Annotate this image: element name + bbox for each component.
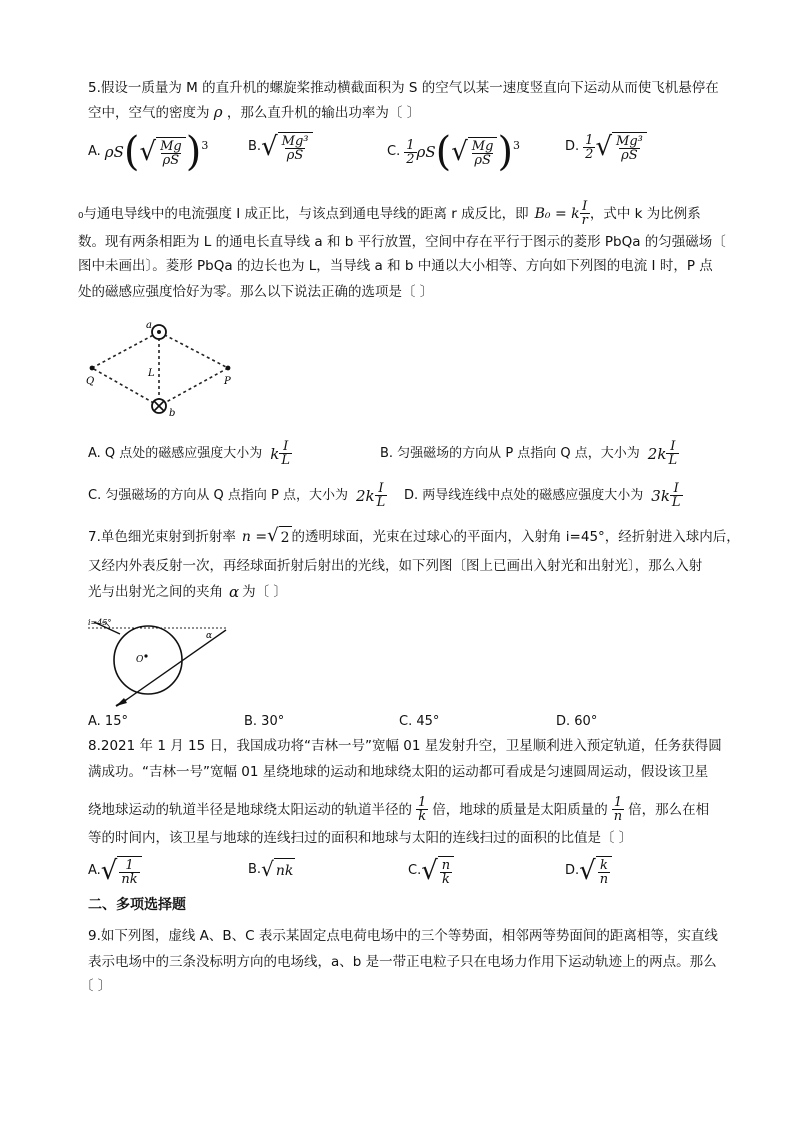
q8-line3: 绕地球运动的轨道半径是地球绕太阳运动的轨道半径的 $\frac{1}{k}$ 倍，地球的质量是太阳质量的 $\frac{1}{n}$ 倍，那么在相 (88, 795, 710, 824)
label-q: Q (86, 376, 95, 387)
q5-line2: 空中，空气的密度为 ρ ，那么直升机的输出功率为〔 〕 (88, 103, 421, 121)
q9-line2: 表示电场中的三条没标明方向的电场线，a、b 是一带正电粒子只在电场力作用下运动轨迹上的两点。那么 (88, 954, 717, 970)
q5-option-a[interactable]: A. ρS ( √ $\frac{Mg}{\rho S}$ ) 3 (88, 129, 209, 175)
rhombus-diagram (80, 318, 250, 420)
point-q (90, 366, 95, 371)
q6-option-d[interactable]: D. 两导线连线中点处的磁感应强度大小为 3k $\frac{I}{L}$ (404, 481, 681, 510)
q7-option-b[interactable]: B. 30° (244, 714, 285, 729)
q6-line1: ₀与通电导线中的电流强度 I 成正比，与该点到通电导线的距离 r 成反比，即 B₀ = k $\frac{I}{r}$ ，式中 k 为比例系 (78, 199, 701, 228)
angle-i-label: i=45° (88, 618, 112, 627)
q8-line2: 满成功。“吉林一号”宽幅 01 星绕地球的运动和地球绕太阳的运动都可看成是匀速圆周运动，假设该卫星 (88, 764, 709, 780)
section-heading: 二、多项选择题 (88, 897, 186, 913)
q7-line2: 又经内外表反射一次，再经球面折射后射出的光线，如下列图〔图上已画出入射光和出射光〕，那么入射 (88, 558, 703, 574)
q6-line2: 数。现有两条相距为 L 的通电长直导线 a 和 b 平行放置，空间中存在平行于图示的菱形 PbQa 的匀强磁场〔 (78, 234, 726, 250)
q5-option-d[interactable]: D. $\frac{1}{2}$ √ $\frac{\text{Mg³}}{\rho S}$ (565, 132, 647, 162)
wire-b-in-icon (152, 399, 166, 413)
q8-option-d[interactable]: D. √ $\frac{k}{n}$ (565, 856, 612, 886)
q7-option-a[interactable]: A. 15° (88, 714, 128, 729)
q7-line3: 光与出射光之间的夹角 α 为〔 〕 (88, 583, 287, 601)
q9-line1: 9.如下列图，虚线 A、B、C 表示某固定点电荷电场中的三个等势面，相邻两等势面间的距离相等，实直线 (88, 928, 718, 944)
sphere-diagram (86, 614, 236, 712)
q8-line1: 8.2021 年 1 月 15 日，我国成功将“吉林一号”宽幅 01 星发射升空，卫星顺利进入预定轨道，任务获得圆 (88, 738, 722, 754)
center-o (144, 654, 147, 657)
q9-line3: 〔 〕 (80, 978, 112, 994)
label-b: b (169, 408, 176, 419)
q6-line4: 处的磁感应强度恰好为零。那么以下说法正确的选项是〔 〕 (78, 284, 434, 300)
q7-line1: 7.单色细光束射到折射率 n = √ 2 的透明球面，光束在过球心的平面内，入射角 i=45°，经折射进入球内后， (88, 525, 740, 546)
q6-option-a[interactable]: A. Q 点处的磁感应强度大小为 k $\frac{I}{L}$ (88, 439, 291, 468)
label-l: L (148, 368, 155, 379)
q6-option-c[interactable]: C. 匀强磁场的方向从 Q 点指向 P 点，大小为 2k $\frac{I}{L}$ (88, 481, 386, 510)
q8-option-a[interactable]: A. √ $\frac{1}{nk}$ (88, 856, 142, 886)
q7-option-c[interactable]: C. 45° (399, 714, 440, 729)
rho-symbol: ρ (213, 103, 223, 121)
q8-option-c[interactable]: C. √ $\frac{n}{k}$ (408, 856, 454, 886)
q7-option-d[interactable]: D. 60° (556, 714, 598, 729)
q6-option-b[interactable]: B. 匀强磁场的方向从 P 点指向 Q 点，大小为 2k $\frac{I}{L}$ (380, 439, 678, 468)
label-o: O (136, 655, 144, 665)
q6-line3: 图中未画出〕。菱形 PbQa 的边长也为 L，当导线 a 和 b 中通以大小相等、方向如下列图的电流 I 时，P 点 (78, 258, 713, 274)
point-p (226, 366, 231, 371)
q5-line1: 5.假设一质量为 M 的直升机的螺旋桨推动横截面积为 S 的空气以某一速度竖直向下运动从而使飞机悬停在 (88, 80, 719, 96)
label-a: a (146, 320, 152, 331)
q5-option-b[interactable]: B. √ $\frac{\text{Mg³}}{\rho S}$ (248, 132, 313, 162)
exit-arrow-icon (116, 698, 127, 706)
label-alpha: α (206, 631, 213, 641)
wire-a-out-icon (152, 325, 166, 339)
q8-line4: 等的时间内，该卫星与地球的连线扫过的面积和地球与太阳的连线扫过的面积的比值是〔 〕 (88, 830, 633, 846)
q5-option-c[interactable]: C. $\frac{1}{2}$ ρS ( √ $\frac{Mg}{\rho S}$ ) 3 (387, 129, 521, 175)
label-p: P (224, 376, 231, 387)
q8-option-b[interactable]: B. √ nk (248, 857, 294, 881)
